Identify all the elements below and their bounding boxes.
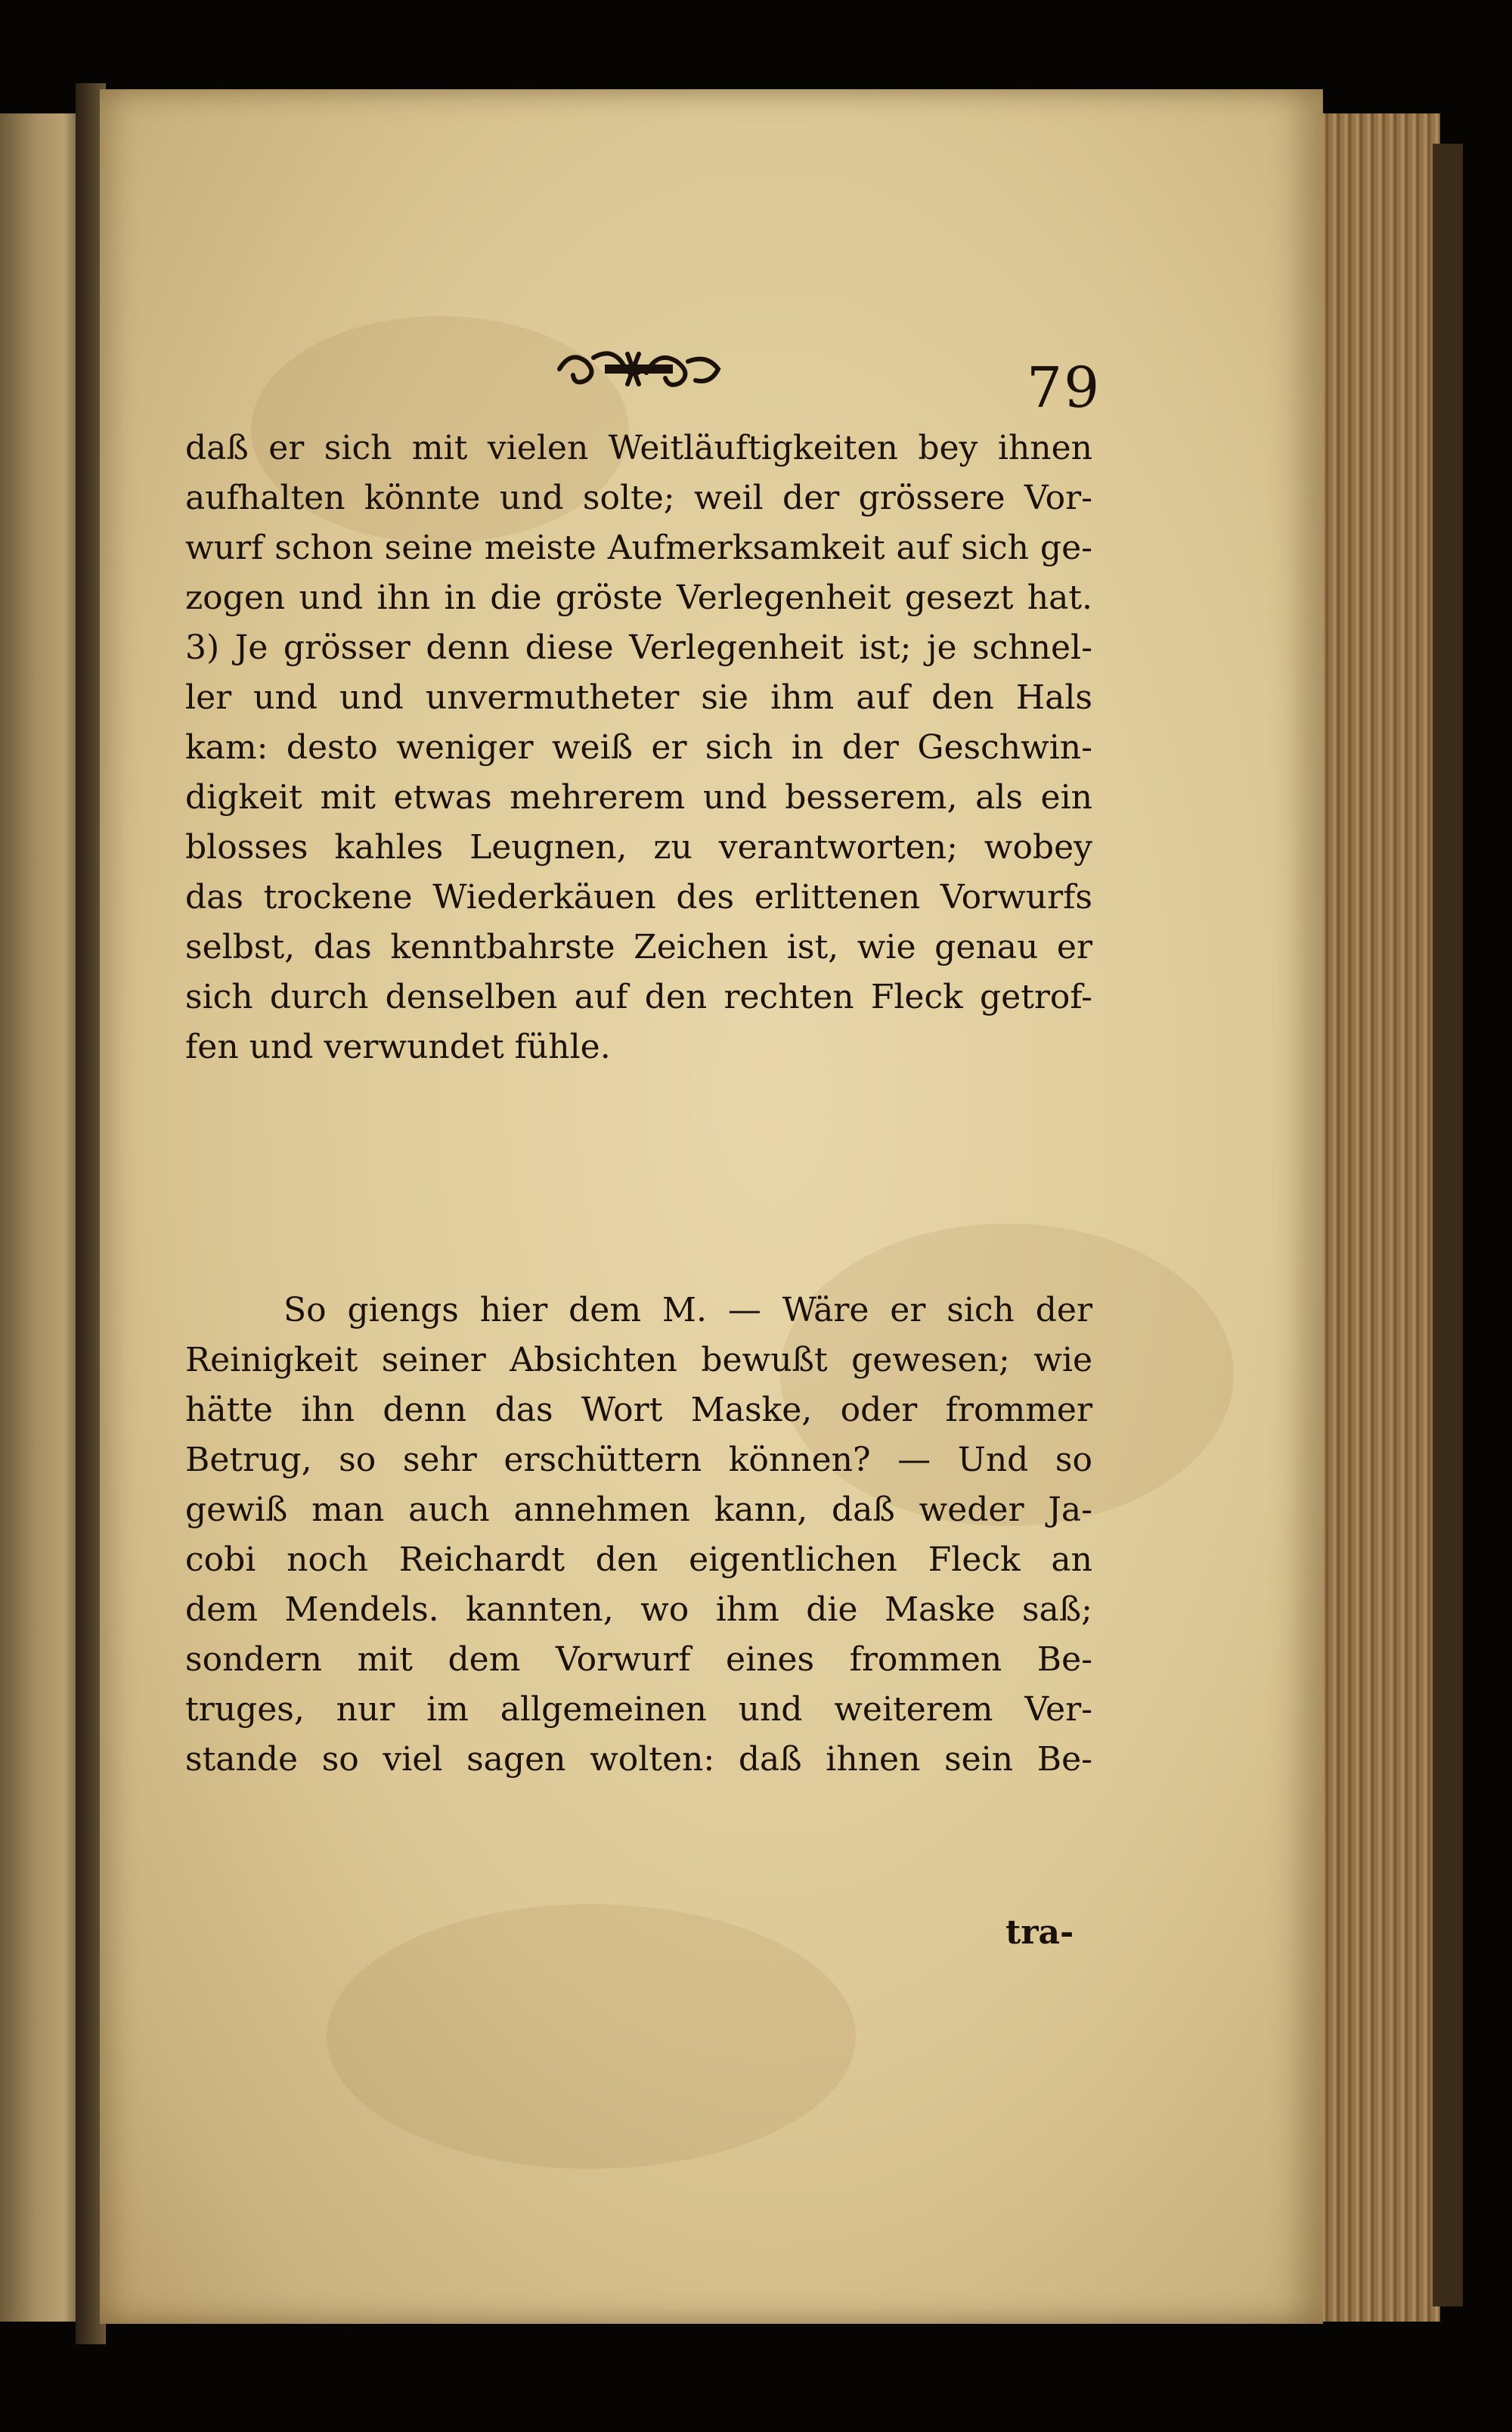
paper-stain xyxy=(327,1904,856,2169)
text-line: sondern mit dem Vorwurf eines frommen Be- xyxy=(185,1640,1092,1679)
text-line: stande so viel sagen wolten: daß ihnen sein Be- xyxy=(185,1740,1092,1779)
text-line: So giengs hier dem M. — Wäre er sich der xyxy=(284,1291,1092,1329)
text-line: sich durch denselben auf den rechten Fleck getrof- xyxy=(185,978,1092,1016)
text-line: hätte ihn denn das Wort Maske, oder frommer xyxy=(185,1391,1092,1429)
book-cover-edge xyxy=(1433,144,1463,2306)
catchword: tra- xyxy=(1005,1913,1074,1952)
paragraph-2 xyxy=(185,1286,1092,1785)
page-stack-edge xyxy=(1319,113,1440,2322)
text-line: Betrug, so sehr erschüttern können? — Und so xyxy=(185,1441,1092,1479)
text-line: ler und und unvermutheter sie ihm auf den Hals xyxy=(185,678,1092,717)
previous-page-edge xyxy=(0,113,85,2322)
text-line: aufhalten könnte und solte; weil der grössere Vor- xyxy=(185,479,1092,517)
text-line: fen und verwundet fühle. xyxy=(185,1028,611,1066)
text-line: truges, nur im allgemeinen und weiterem Ver- xyxy=(185,1690,1092,1729)
text-line: dem Mendels. kannten, wo ihm die Maske saß; xyxy=(185,1590,1092,1629)
text-line: cobi noch Reichardt den eigentlichen Fleck an xyxy=(185,1540,1092,1579)
printer-ornament-icon xyxy=(552,339,726,399)
text-line: zogen und ihn in die gröste Verlegenheit gesezt hat. xyxy=(185,579,1092,617)
text-line: Reinigkeit seiner Absichten bewußt gewesen; wie xyxy=(185,1341,1092,1379)
page-number: 79 xyxy=(1027,355,1101,420)
text-line: selbst, das kenntbahrste Zeichen ist, wie genau er xyxy=(185,928,1092,966)
text-line: kam: desto weniger weiß er sich in der Geschwin- xyxy=(185,728,1092,767)
text-line: 3) Je grösser denn diese Verlegenheit ist; je schnel- xyxy=(185,628,1092,667)
text-line: wurf schon seine meiste Aufmerksamkeit auf sich ge- xyxy=(185,529,1092,567)
paragraph-1 xyxy=(185,423,1092,1072)
text-line: blosses kahles Leugnen, zu verantworten; wobey xyxy=(185,828,1092,867)
text-line: daß er sich mit vielen Weitläuftigkeiten bey ihnen xyxy=(185,429,1092,467)
text-line: gewiß man auch annehmen kann, daß weder Ja- xyxy=(185,1491,1092,1529)
text-line: das trockene Wiederkäuen des erlittenen Vorwurfs xyxy=(185,878,1092,917)
text-line: digkeit mit etwas mehrerem und besserem, als ein xyxy=(185,778,1092,817)
